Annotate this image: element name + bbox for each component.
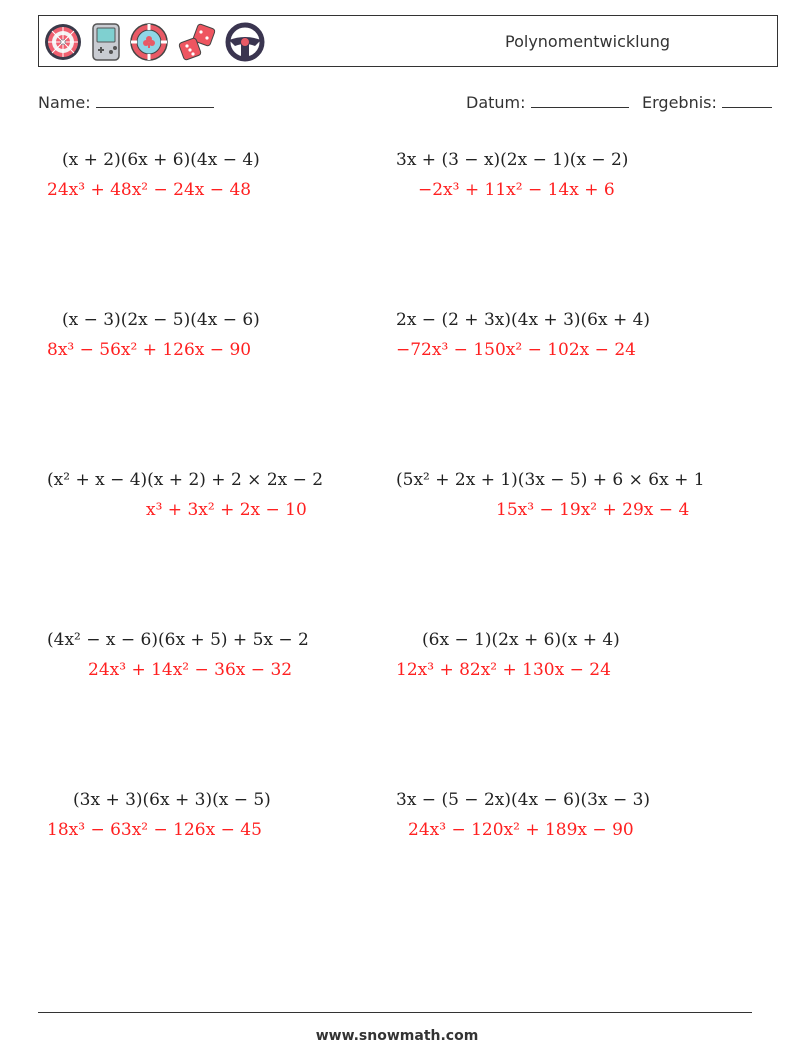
problem-answer: 12x³ + 82x² + 130x − 24 xyxy=(396,660,611,680)
dartboard-icon xyxy=(43,22,83,62)
problem-answer: 24x³ − 120x² + 189x − 90 xyxy=(408,820,634,840)
problem-expression: (x² + x − 4)(x + 2) + 2 × 2x − 2 xyxy=(47,470,324,490)
poker-chip-icon xyxy=(129,22,169,62)
problem-expression: 3x + (3 − x)(2x − 1)(x − 2) xyxy=(396,150,629,170)
result-field xyxy=(642,93,772,112)
header-icons xyxy=(43,22,265,62)
steering-wheel-icon xyxy=(225,22,265,62)
dice-icon xyxy=(177,22,217,62)
problem-answer: 24x³ + 48x² − 24x − 48 xyxy=(47,180,252,200)
problem-expression: (3x + 3)(6x + 3)(x − 5) xyxy=(73,790,271,810)
footer-divider xyxy=(38,1012,752,1013)
problem-expression: (5x² + 2x + 1)(3x − 5) + 6 × 6x + 1 xyxy=(396,470,705,490)
problem-answer: 18x³ − 63x² − 126x − 45 xyxy=(47,820,262,840)
name-label: Name: xyxy=(38,93,91,112)
problem-answer: 24x³ + 14x² − 36x − 32 xyxy=(88,660,293,680)
worksheet-header xyxy=(38,15,778,67)
problem-answer: 15x³ − 19x² + 29x − 4 xyxy=(496,500,690,520)
result-line xyxy=(722,93,772,108)
problem-answer: −2x³ + 11x² − 14x + 6 xyxy=(418,180,615,200)
handheld-console-icon xyxy=(91,22,121,62)
name-field xyxy=(38,93,214,112)
footer-url: www.snowmath.com xyxy=(315,1028,479,1044)
result-label: Ergebnis: xyxy=(642,93,717,112)
date-label: Datum: xyxy=(466,93,526,112)
problem-expression: (6x − 1)(2x + 6)(x + 4) xyxy=(422,630,620,650)
problem-answer: 8x³ − 56x² + 126x − 90 xyxy=(47,340,252,360)
problem-expression: (4x² − x − 6)(6x + 5) + 5x − 2 xyxy=(47,630,309,650)
problem-answer: x³ + 3x² + 2x − 10 xyxy=(146,500,307,520)
date-line xyxy=(531,93,629,108)
problem-expression: 3x − (5 − 2x)(4x − 6)(3x − 3) xyxy=(396,790,651,810)
date-field xyxy=(466,93,629,112)
name-line xyxy=(96,93,214,108)
problem-expression: (x − 3)(2x − 5)(4x − 6) xyxy=(62,310,260,330)
worksheet-title: Polynomentwicklung xyxy=(505,32,671,51)
problem-expression: 2x − (2 + 3x)(4x + 3)(6x + 4) xyxy=(396,310,651,330)
problem-expression: (x + 2)(6x + 6)(4x − 4) xyxy=(62,150,260,170)
problem-answer: −72x³ − 150x² − 102x − 24 xyxy=(396,340,636,360)
